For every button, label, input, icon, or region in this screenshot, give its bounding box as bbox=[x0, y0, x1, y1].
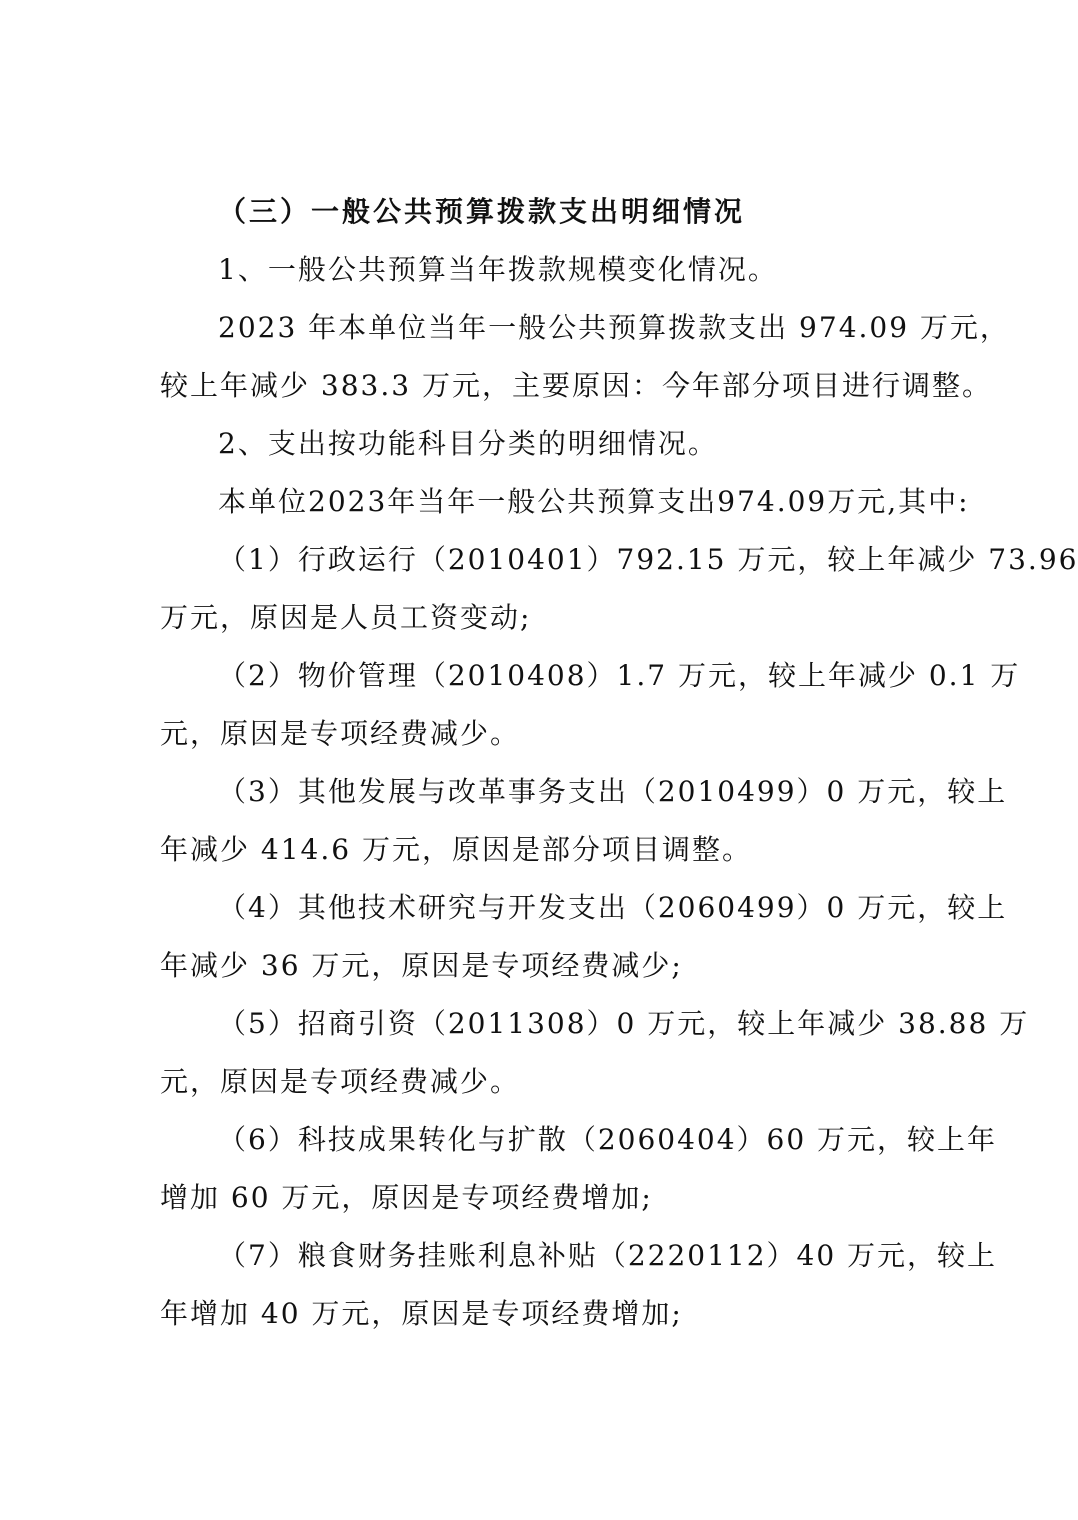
item-line: （5）招商引资（2011308）0 万元，较上年减少 38.88 万 bbox=[218, 1007, 1030, 1040]
item-line: 万元，原因是人员工资变动; bbox=[160, 601, 532, 634]
item-line: 年减少 414.6 万元，原因是部分项目调整。 bbox=[160, 833, 752, 866]
item-line: 元，原因是专项经费减少。 bbox=[160, 717, 521, 750]
paragraph-line: 本单位2023年当年一般公共预算支出974.09万元,其中: bbox=[218, 485, 970, 518]
item-line: （4）其他技术研究与开发支出（2060499）0 万元，较上 bbox=[218, 891, 1008, 924]
subsection-title-1: 1、一般公共预算当年拨款规模变化情况。 bbox=[218, 253, 778, 286]
section-title: （三）一般公共预算拨款支出明细情况 bbox=[218, 195, 746, 228]
paragraph-line: 2023 年本单位当年一般公共预算拨款支出 974.09 万元， bbox=[218, 311, 1010, 344]
subsection-title-2: 2、支出按功能科目分类的明细情况。 bbox=[218, 427, 718, 460]
paragraph-line: 较上年减少 383.3 万元，主要原因：今年部分项目进行调整。 bbox=[160, 369, 992, 402]
item-line: （1）行政运行（2010401）792.15 万元，较上年减少 73.96 bbox=[218, 543, 1078, 576]
item-line: （6）科技成果转化与扩散（2060404）60 万元，较上年 bbox=[218, 1123, 998, 1156]
item-line: 元，原因是专项经费减少。 bbox=[160, 1065, 521, 1098]
item-line: 年减少 36 万元，原因是专项经费减少; bbox=[160, 949, 683, 982]
item-line: （3）其他发展与改革事务支出（2010499）0 万元，较上 bbox=[218, 775, 1008, 808]
item-line: （2）物价管理（2010408）1.7 万元，较上年减少 0.1 万 bbox=[218, 659, 1021, 692]
item-line: 增加 60 万元，原因是专项经费增加; bbox=[160, 1181, 653, 1214]
item-line: （7）粮食财务挂账利息补贴（2220112）40 万元，较上 bbox=[218, 1239, 998, 1272]
item-line: 年增加 40 万元，原因是专项经费增加; bbox=[160, 1297, 683, 1330]
